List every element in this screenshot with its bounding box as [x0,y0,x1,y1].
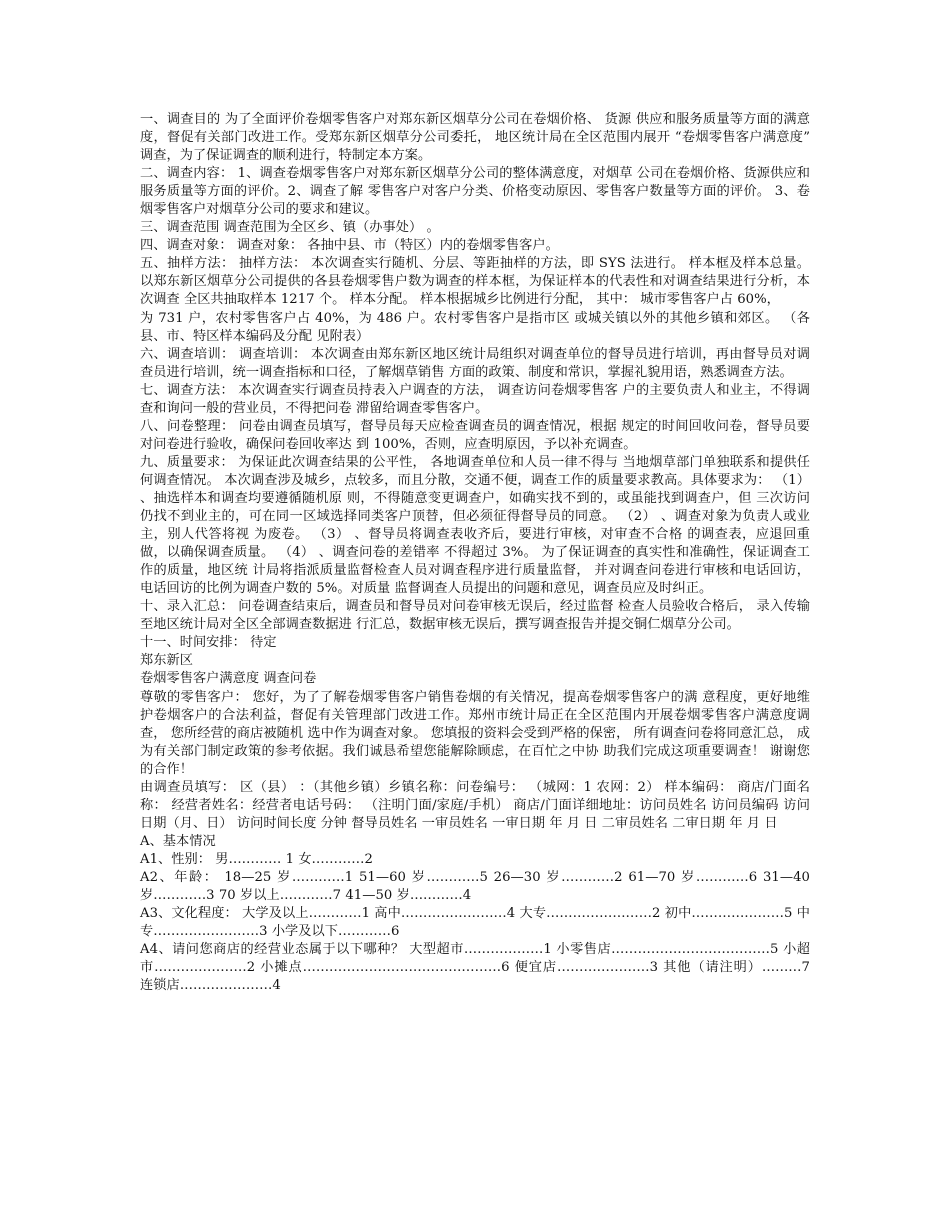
district-name: 郑东新区 [140,653,193,669]
section-survey-target: 四、调查对象： 调查对象： 各抽中县、市（特区）内的卷烟零售客户。 [140,238,559,254]
section-schedule: 十一、时间安排： 待定 [140,635,277,651]
section-sampling-method: 五、抽样方法： 抽样方法： 本次调查实行随机、分层、等距抽样的方法，即 SYS 法进行。 样本框及样本总量。 以郑东新区烟草分公司提供的各县卷烟零售户数为调查的样本框，为保证样本的代表性和对调查结果进行分析，本次调查 全区共抽取样本 1217 个。 样本分配。 样本根据城乡比例进行分配， 其中： 城市零售客户占 60%， [140,256,810,308]
interviewer-fill-section: 由调查员填写： 区（县） ：（其他乡镇）乡镇名称：问卷编号： （城网：1 农网：2） 样本编码： 商店/门面名称： 经营者姓名：经营者电话号码： （注明门面/家庭/手机） 商店/门面详细地址：访问员姓名 访问员编码 访问日期（月、日） 访问时间长度 分钟 督导员姓名 一审员姓名 一审日期 年 月 日 二审员姓名 二审日期 年 月 日 [140,779,810,831]
section-survey-scope: 三、调查范围 调查范围为全区乡、镇（办事处） 。 [140,220,440,236]
questionnaire-title: 卷烟零售客户满意度 调查问卷 [140,671,317,687]
questionnaire-greeting: 尊敬的零售客户： 您好，为了了解卷烟零售客户销售卷烟的有关情况，提高卷烟零售客户的满 意程度，更好地维护卷烟客户的合法利益，督促有关管理部门改进工作。郑州市统计局正在全区范围内开展卷烟零售客户满意度调查， 您所经营的商店被随机 选中作为调查对象。 您填报的资料会受到严格的保密， 所有调查问卷将同意汇总， 成为有关部门制定政策的参考依据。我们诚恳希望您能解除顾虑，在百忙之中协 助我们完成这项重要调查！ 谢谢您的合作！ [140,689,810,777]
question-a2-age: A2、年龄： 18—25 岁…………1 51—60 岁…………5 26—30 岁…………2 61—70 岁…………6 31—40 岁…………3 70 岁以上…………7 41—50 岁…………4 [140,869,810,904]
section-survey-purpose: 一、调查目的 为了全面评价卷烟零售客户对郑东新区烟草分公司在卷烟价格、 货源 供应和服务质量等方面的满意度，督促有关部门改进工作。受郑东新区烟草分公司委托， 地区统计局在全区范围内展开 “卷烟零售客户满意度” 调查，为了保证调查的顺利进行，特制定本方案。 [140,112,810,164]
basic-info-heading: A、基本情况 [140,833,216,849]
section-sampling-method-cont: 为 731 户，农村零售客户占 40%，为 486 户。农村零售客户是指市区 或城关镇以外的其他乡镇和郊区。 （各县、市、特区样本编码及分配 见附表） [140,310,810,344]
section-questionnaire-processing: 八、问卷整理： 问卷由调查员填写，督导员每天应检查调查员的调查情况，根据 规定的时间回收问卷，督导员要对问卷进行验收，确保问卷回收率达 到 100%，否则，应查明原因，予以补充调查。 [140,418,810,452]
document-body [140,111,810,995]
question-a1-gender: A1、性别： 男………… 1 女…………2 [140,851,373,867]
section-quality-requirements: 九、质量要求： 为保证此次调查结果的公平性， 各地调查单位和人员一律不得与 当地烟草部门单独联系和提供任何调查情况。 本次调查涉及城乡，点较多，而且分散，交通不便，调查工作的质量要求教高。具体要求为： （1） 、抽选样本和调查均要遵循随机原 则，不得随意变更调查户，如确实找不到的，或虽能找到调查户，但 三次访问仍找不到业主的，可在同一区域选择同类客户顶替，但必须征得督导员的同意。 （2） 、调查对象为负责人或业主，别人代答将视 为废卷。 （3） 、督导员将调查表收齐后，要进行审核，对审查不合格 的调查表，应退回重做，以确保调查质量。 （4） 、调查问卷的差错率 不得超过 3%。 为了保证调查的真实性和准确性，保证调查工作的质量，地区统 计局将指派质量监督检查人员对调查程序进行质量监督， 并对调查问卷进行审核和电话回访，电话回访的比例为调查户数的 5%。对质量 监督调查人员提出的问题和意见，调查员应及时纠正。 [140,454,810,597]
section-data-entry: 十、录入汇总： 问卷调查结束后，调查员和督导员对问卷审核无误后，经过监督 检查人员验收合格后， 录入传输至地区统计局对全区全部调查数据进 行汇总，数据审核无误后，撰写调查报告并提交铜仁烟草分公司。 [140,599,810,633]
question-a3-education: A3、文化程度： 大学及以上…………1 高中……………………4 大专……………………2 初中…………………5 中专……………………3 小学及以下…………6 [140,906,810,940]
section-survey-method: 七、调查方法： 本次调查实行调查员持表入户调查的方法， 调查访问卷烟零售客 户的主要负责人和业主，不得调查和询问一般的营业员，不得把问卷 滞留给调查零售客户。 [140,382,810,416]
section-training: 六、调查培训： 调查培训： 本次调查由郑东新区地区统计局组织对调查单位的督导员进行培训，再由督导员对调查员进行培训，统一调查指标和口径，了解烟草销售 方面的政策、制度和常识，掌握礼貌用语，熟悉调查方法。 [140,346,810,380]
question-a4-business-type: A4、请问您商店的经营业态属于以下哪种？ 大型超市………………1 小零售店………………………………5 小超市…………………2 小摊点………………………………………6 便宜店…………………3 其他（请注明）………7 连锁店…………………4 [140,942,810,994]
section-survey-content: 二、调查内容： 1、调查卷烟零售客户对郑东新区烟草分公司的整体满意度，对烟草 公司在卷烟价格、货源供应和服务质量等方面的评价。2、调查了解 零售客户对客户分类、价格变动原因、零售客户数量等方面的评价。 3、卷烟零售客户对烟草分公司的要求和建议。 [140,166,810,218]
